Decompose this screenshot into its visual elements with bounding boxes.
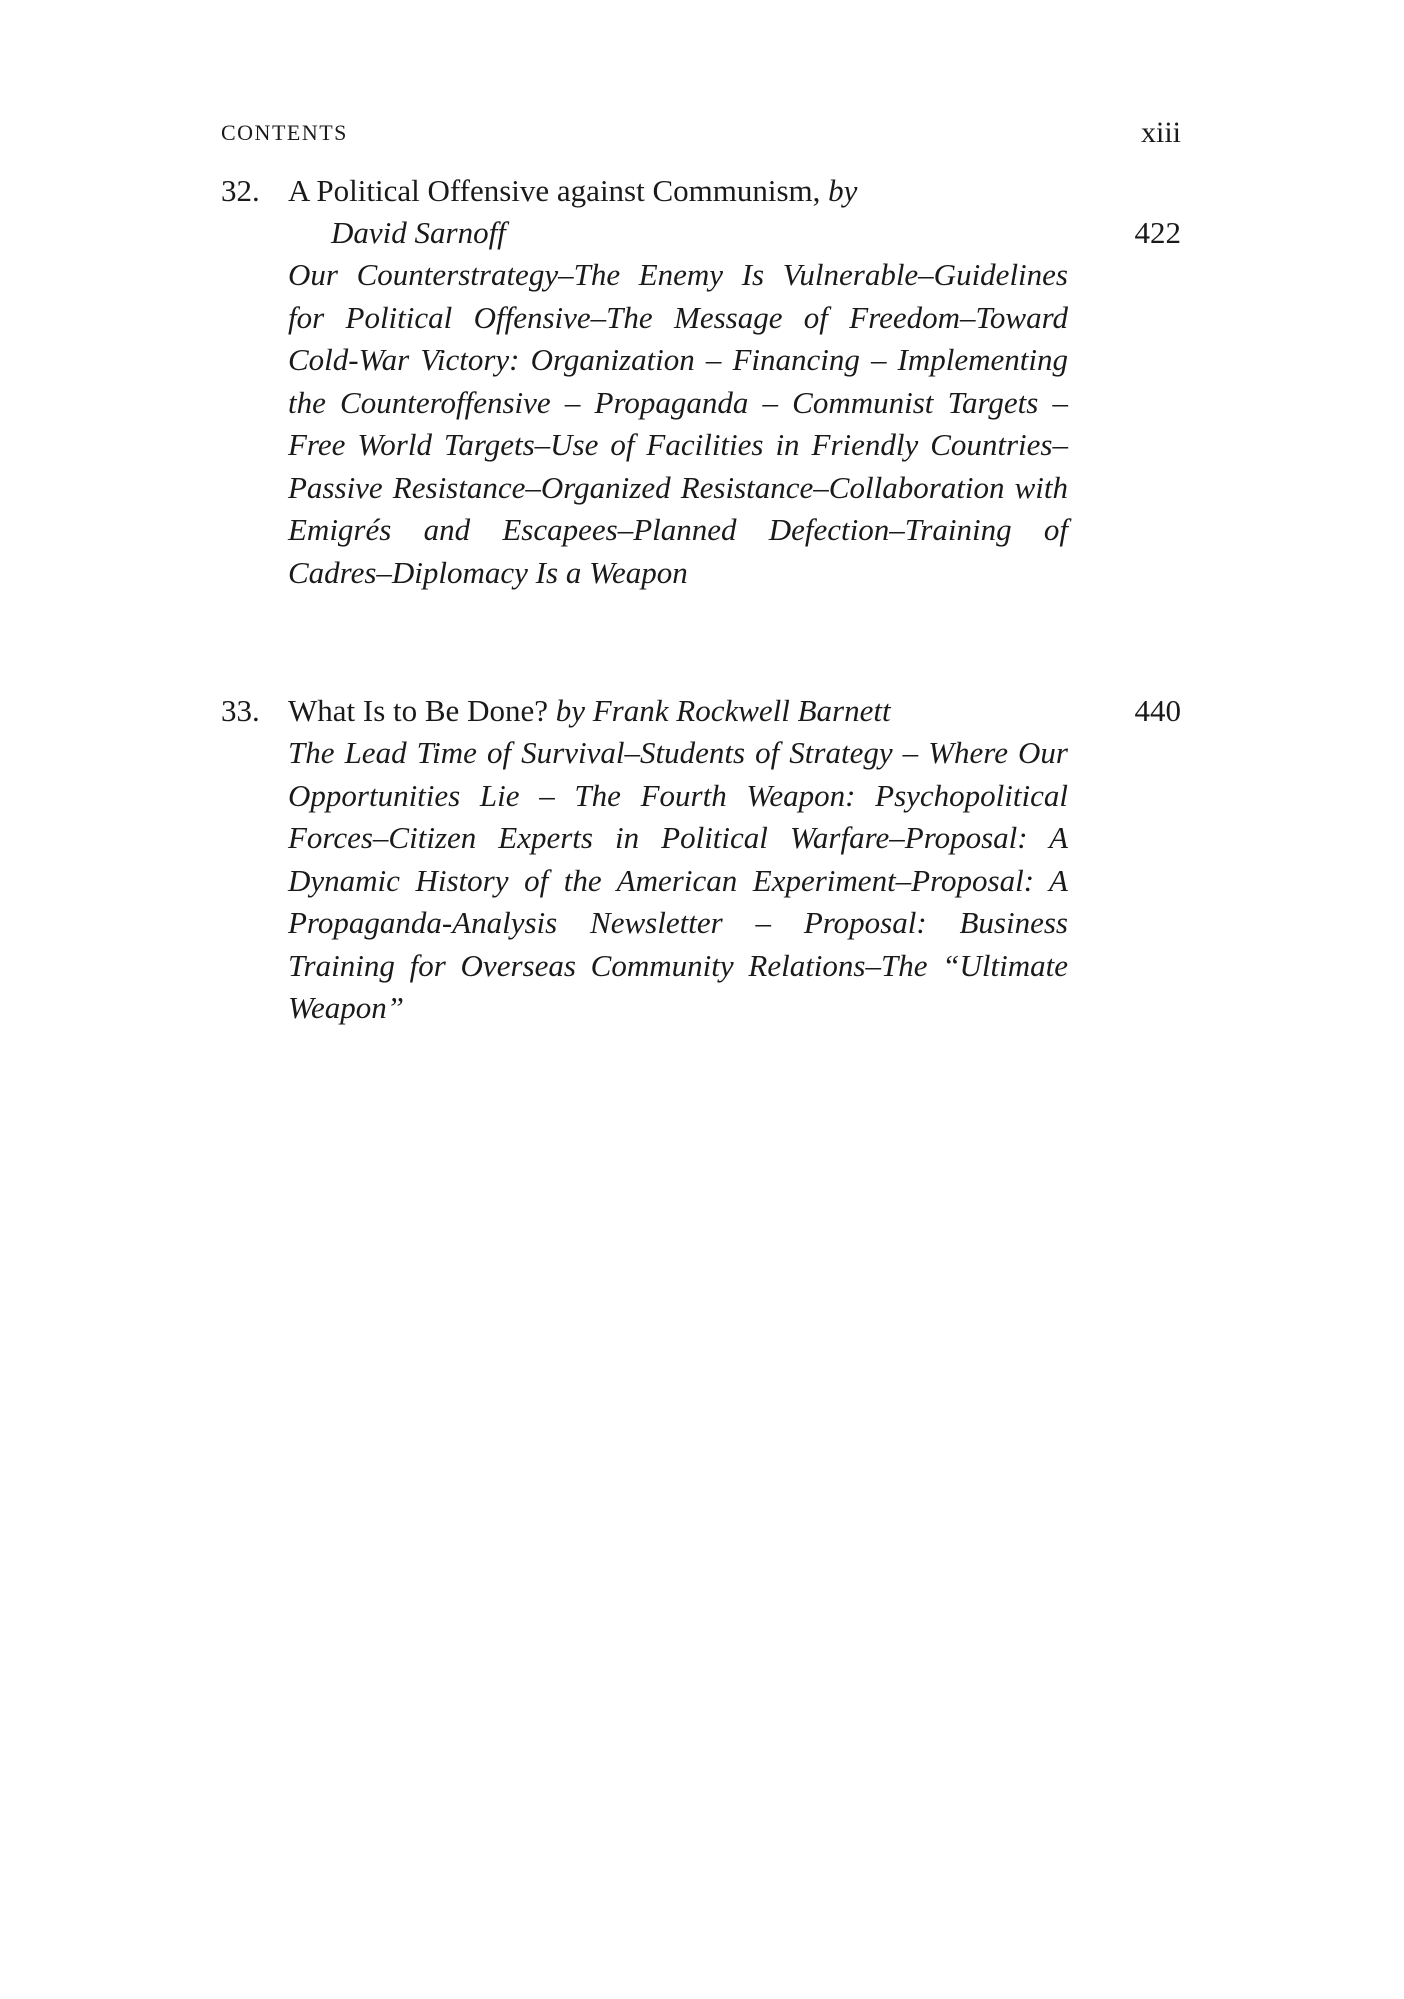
running-title: CONTENTS — [221, 120, 348, 145]
entry-by: by — [555, 693, 585, 728]
entry-page-number: 422 — [1134, 215, 1181, 250]
entry-author: Frank Rockwell Barnett — [592, 693, 891, 728]
entry-author: David Sarnoff — [331, 215, 506, 250]
entry-summary: Our Counterstrategy–The Enemy Is Vulnerable–Guidelines for Political Offensive–The Message of Freedom–Toward Cold-War Victory: Organization – Financing – Implementing the Counteroffensive – Propaganda – Communist Targets – Free World Targets–Use of Facilities in Friendly Countries–Passive Resistance–Organized Resistance–Collaboration with Emigrés and Escapees–Planned Defection–Training of Cadres–Diplomacy Is a Weapon — [288, 257, 1068, 590]
entry-author-line — [221, 212, 1181, 254]
running-head — [221, 116, 1181, 150]
entry-number: 32. — [221, 173, 260, 208]
entry-title-line — [221, 170, 1181, 212]
entry-summary: The Lead Time of Survival–Students of Strategy – Where Our Opportunities Lie – The Fourth Weapon: Psychopolitical Forces–Citizen Experts in Political Warfare–Proposal: A Dynamic History of the American Experiment–Proposal: A Propaganda-Analysis Newsletter – Proposal: Business Training for Overseas Community Relations–The “Ultimate Weapon” — [288, 735, 1068, 1025]
entry-by: by — [828, 173, 858, 208]
contents-entry — [221, 170, 1181, 594]
page-folio: xiii — [1140, 116, 1181, 149]
entry-title-line — [221, 690, 1181, 732]
entry-number: 33. — [221, 693, 260, 728]
entry-title: A Political Offensive against Communism, — [288, 173, 821, 208]
contents-entry — [221, 690, 1181, 1030]
entry-page-number: 440 — [1134, 693, 1181, 728]
entry-title: What Is to Be Done? — [288, 693, 548, 728]
